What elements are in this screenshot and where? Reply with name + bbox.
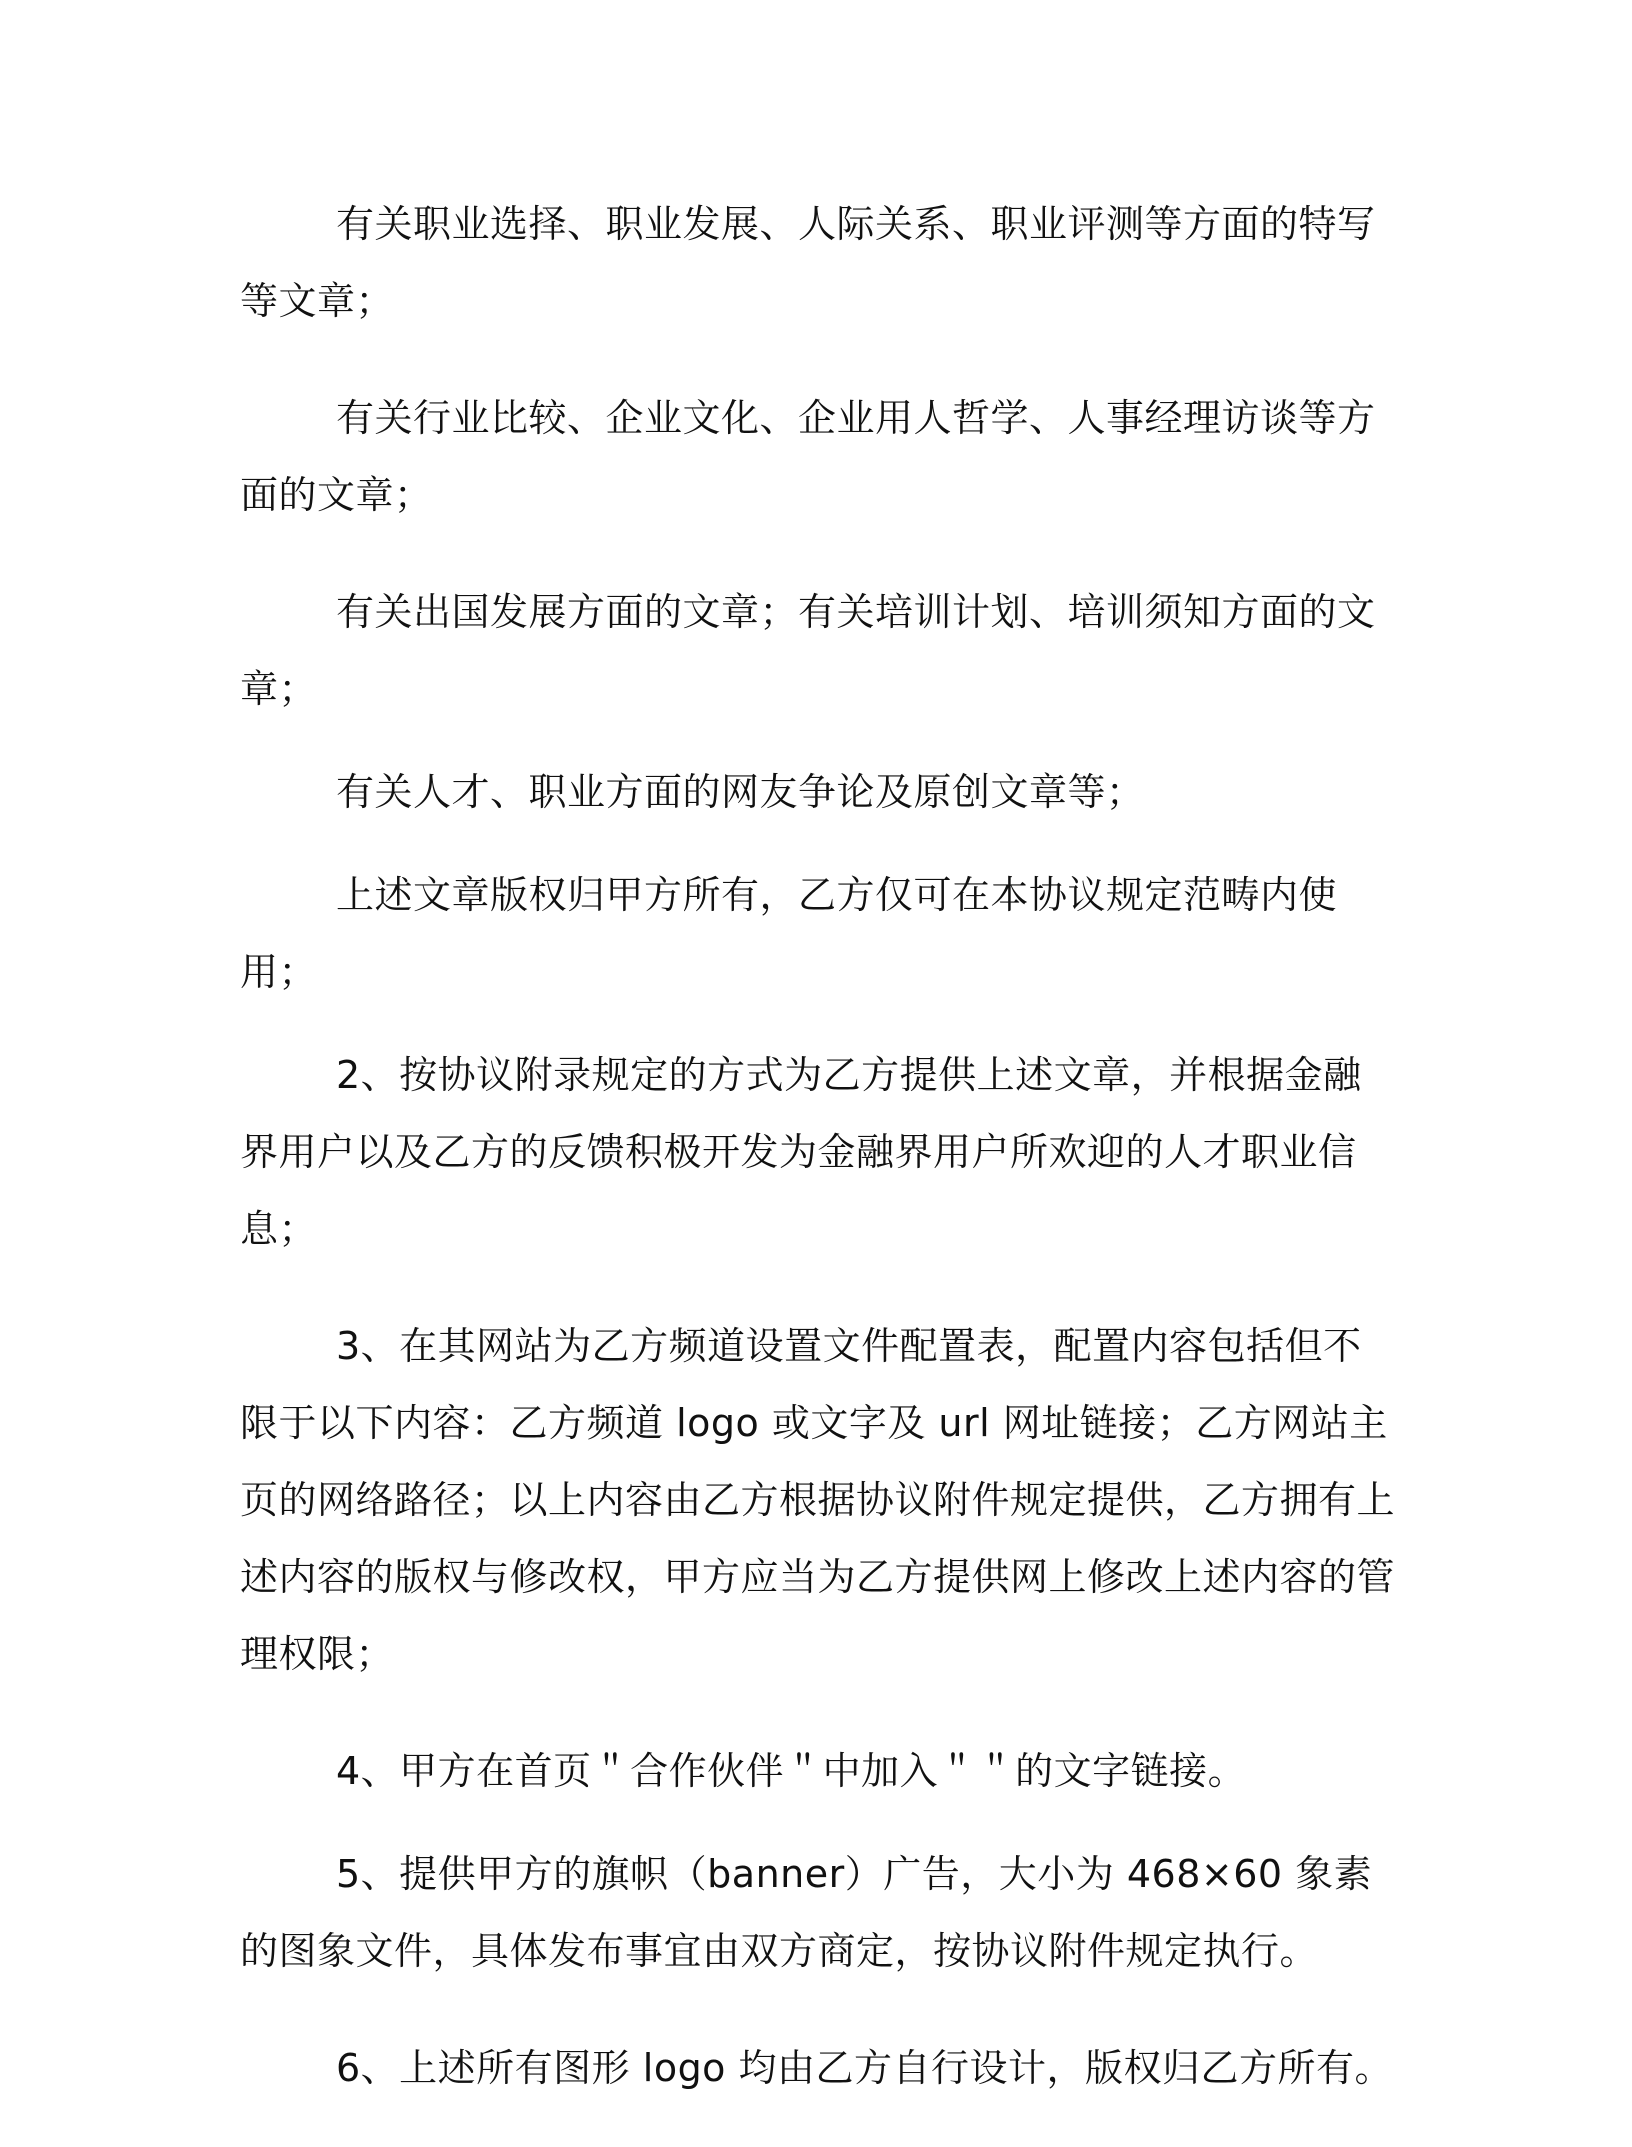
paragraph: 有关人才、职业方面的网友争论及原创文章等； — [336, 770, 1145, 814]
paragraph: 上述文章版权归甲方所有，乙方仅可在本协议规定范畴内使用； — [240, 873, 1338, 994]
paragraph: 有关行业比较、企业文化、企业用人哲学、人事经理访谈等方面的文章； — [240, 396, 1376, 517]
paragraph: 5、提供甲方的旗帜（banner）广告，大小为 468×60 象素的图象文件，具体发布事宜由双方商定，按协议附件规定执行。 — [240, 1852, 1373, 1973]
paragraph: 2、按协议附录规定的方式为乙方提供上述文章，并根据金融界用户以及乙方的反馈积极开发为金融界用户所欢迎的人才职业信息； — [240, 1053, 1362, 1251]
paragraph: 有关出国发展方面的文章；有关培训计划、培训须知方面的文章； — [240, 590, 1376, 711]
document-body — [240, 186, 1400, 2147]
paragraph: 有关职业选择、职业发展、人际关系、职业评测等方面的特写等文章； — [240, 202, 1376, 323]
paragraph: 4、甲方在首页＂合作伙伴＂中加入＂＂的文字链接。 — [336, 1749, 1247, 1793]
paragraph: 6、上述所有图形 logo 均由乙方自行设计，版权归乙方所有。 — [336, 2046, 1394, 2090]
paragraph: 3、在其网站为乙方频道设置文件配置表，配置内容包括但不限于以下内容：乙方频道 logo 或文字及 url 网址链接；乙方网站主页的网络路径；以上内容由乙方根据协议附件规定提供，乙方拥有上述内容的版权与修改权，甲方应当为乙方提供网上修改上述内容的管理权限； — [240, 1324, 1396, 1676]
